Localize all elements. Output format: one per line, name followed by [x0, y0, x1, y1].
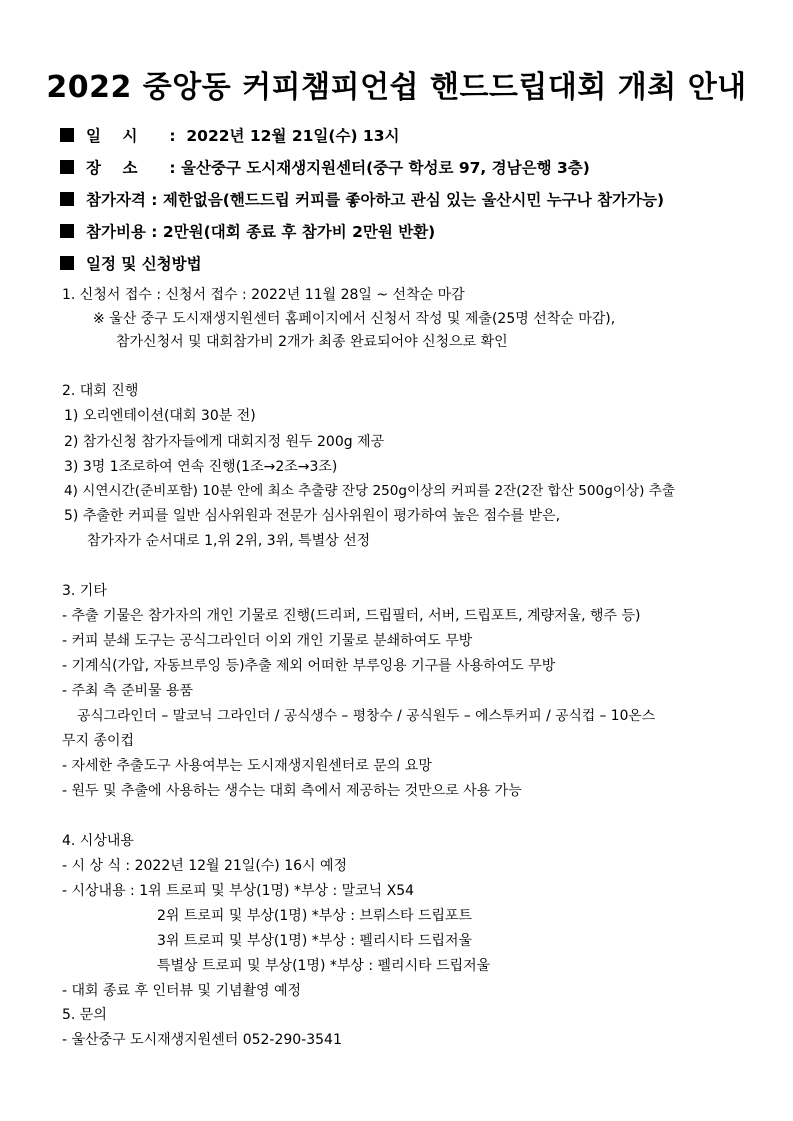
- square-bullet-icon: [60, 224, 74, 238]
- section-heading: 4. 시상내용: [62, 833, 134, 849]
- square-bullet-icon: [60, 256, 74, 270]
- list-item: - 자세한 추출도구 사용여부는 도시재생지원센터로 문의 요망: [62, 758, 432, 774]
- info-label: 참가자격: [86, 191, 146, 209]
- section-heading: 2. 대회 진행: [62, 383, 139, 399]
- list-item: 무지 종이컵: [62, 733, 135, 749]
- info-eligibility: 참가자격 : 제한없음(핸드드립 커피를 좋아하고 관심 있는 울산시민 누구나 참가가능): [60, 188, 664, 210]
- list-item: 2위 트로피 및 부상(1명) *부상 : 브뤼스타 드립포트: [157, 908, 473, 924]
- list-item: - 원두 및 추출에 사용하는 생수는 대회 측에서 제공하는 것만으로 사용 가능: [62, 783, 522, 799]
- list-item: - 기계식(가압, 자동브루잉 등)추출 제외 어떠한 부루잉용 기구를 사용하여도 무방: [62, 658, 556, 674]
- info-place: 장 소 : 울산중구 도시재생지원센터(중구 학성로 97, 경남은행 3층): [60, 156, 590, 178]
- list-item: 1) 오리엔테이션(대회 30분 전): [64, 408, 256, 424]
- list-item: 참가신청서 및 대회참가비 2개가 최종 완료되어야 신청으로 확인: [116, 334, 508, 350]
- list-item: - 시 상 식 : 2022년 12월 21일(수) 16시 예정: [62, 858, 348, 874]
- list-item: - 시상내용 : 1위 트로피 및 부상(1명) *부상 : 말코닉 X54: [62, 883, 415, 899]
- list-item: - 추출 기물은 참가자의 개인 기물로 진행(드리퍼, 드립필터, 서버, 드립포트, 계량저울, 행주 등): [62, 608, 641, 624]
- square-bullet-icon: [60, 128, 74, 142]
- square-bullet-icon: [60, 192, 74, 206]
- list-item: 4) 시연시간(준비포함) 10분 안에 최소 추출량 잔당 250g이상의 커피를 2잔(2잔 합산 500g이상) 추출: [64, 483, 675, 499]
- info-value: 2만원(대회 종료 후 참가비 2만원 반환): [162, 223, 436, 241]
- page-title: 2022 중앙동 커피챔피언쉽 핸드드립대회 개최 안내: [46, 70, 747, 105]
- info-label: 장 소: [86, 159, 138, 177]
- list-item: 2) 참가신청 참가자들에게 대회지정 원두 200g 제공: [64, 434, 385, 450]
- list-item: - 주최 측 준비물 용품: [62, 683, 194, 699]
- info-value: 제한없음(핸드드립 커피를 좋아하고 관심 있는 울산시민 누구나 참가가능): [162, 191, 665, 209]
- info-label: 참가비용: [86, 223, 146, 241]
- info-schedule: [60, 252, 202, 274]
- section-heading: 5. 문의: [62, 1007, 107, 1023]
- info-value: 울산중구 도시재생지원센터(중구 학성로 97, 경남은행 3층): [181, 159, 590, 177]
- info-value: 2022년 12월 21일(수) 13시: [186, 127, 400, 145]
- list-item: 공식그라인더 – 말코닉 그라인더 / 공식생수 – 평창수 / 공식원두 – 에스투커피 / 공식컵 – 10온스: [77, 708, 656, 724]
- info-label: 일정 및 신청방법: [86, 255, 202, 273]
- list-item: - 커피 분쇄 도구는 공식그라인더 이외 개인 기물로 분쇄하여도 무방: [62, 633, 473, 649]
- info-date: 일 시 : 2022년 12월 21일(수) 13시: [60, 124, 399, 146]
- info-label: 일 시: [86, 127, 138, 145]
- list-item: 참가자가 순서대로 1,위 2위, 3위, 특별상 선정: [87, 533, 371, 549]
- list-item: 5) 추출한 커피를 일반 심사위원과 전문가 심사위원이 평가하여 높은 점수를 받은,: [64, 508, 561, 524]
- list-item: - 대회 종료 후 인터뷰 및 기념촬영 예정: [62, 983, 302, 999]
- info-fee: 참가비용 : 2만원(대회 종료 후 참가비 2만원 반환): [60, 220, 435, 242]
- list-item: 3) 3명 1조로하여 연속 진행(1조→2조→3조): [64, 459, 338, 475]
- section-heading: 1. 신청서 접수 : 신청서 접수 : 2022년 11월 28일 ~ 선착순 마감: [62, 287, 465, 303]
- list-item: 3위 트로피 및 부상(1명) *부상 : 펠리시타 드립저울: [157, 933, 473, 949]
- list-item: 특별상 트로피 및 부상(1명) *부상 : 펠리시타 드립저울: [157, 958, 491, 974]
- list-item: ※ 울산 중구 도시재생지원센터 홈페이지에서 신청서 작성 및 제출(25명 선착순 마감),: [93, 311, 616, 327]
- section-heading: 3. 기타: [62, 583, 107, 599]
- square-bullet-icon: [60, 160, 74, 174]
- list-item: - 울산중구 도시재생지원센터 052-290-3541: [62, 1032, 342, 1048]
